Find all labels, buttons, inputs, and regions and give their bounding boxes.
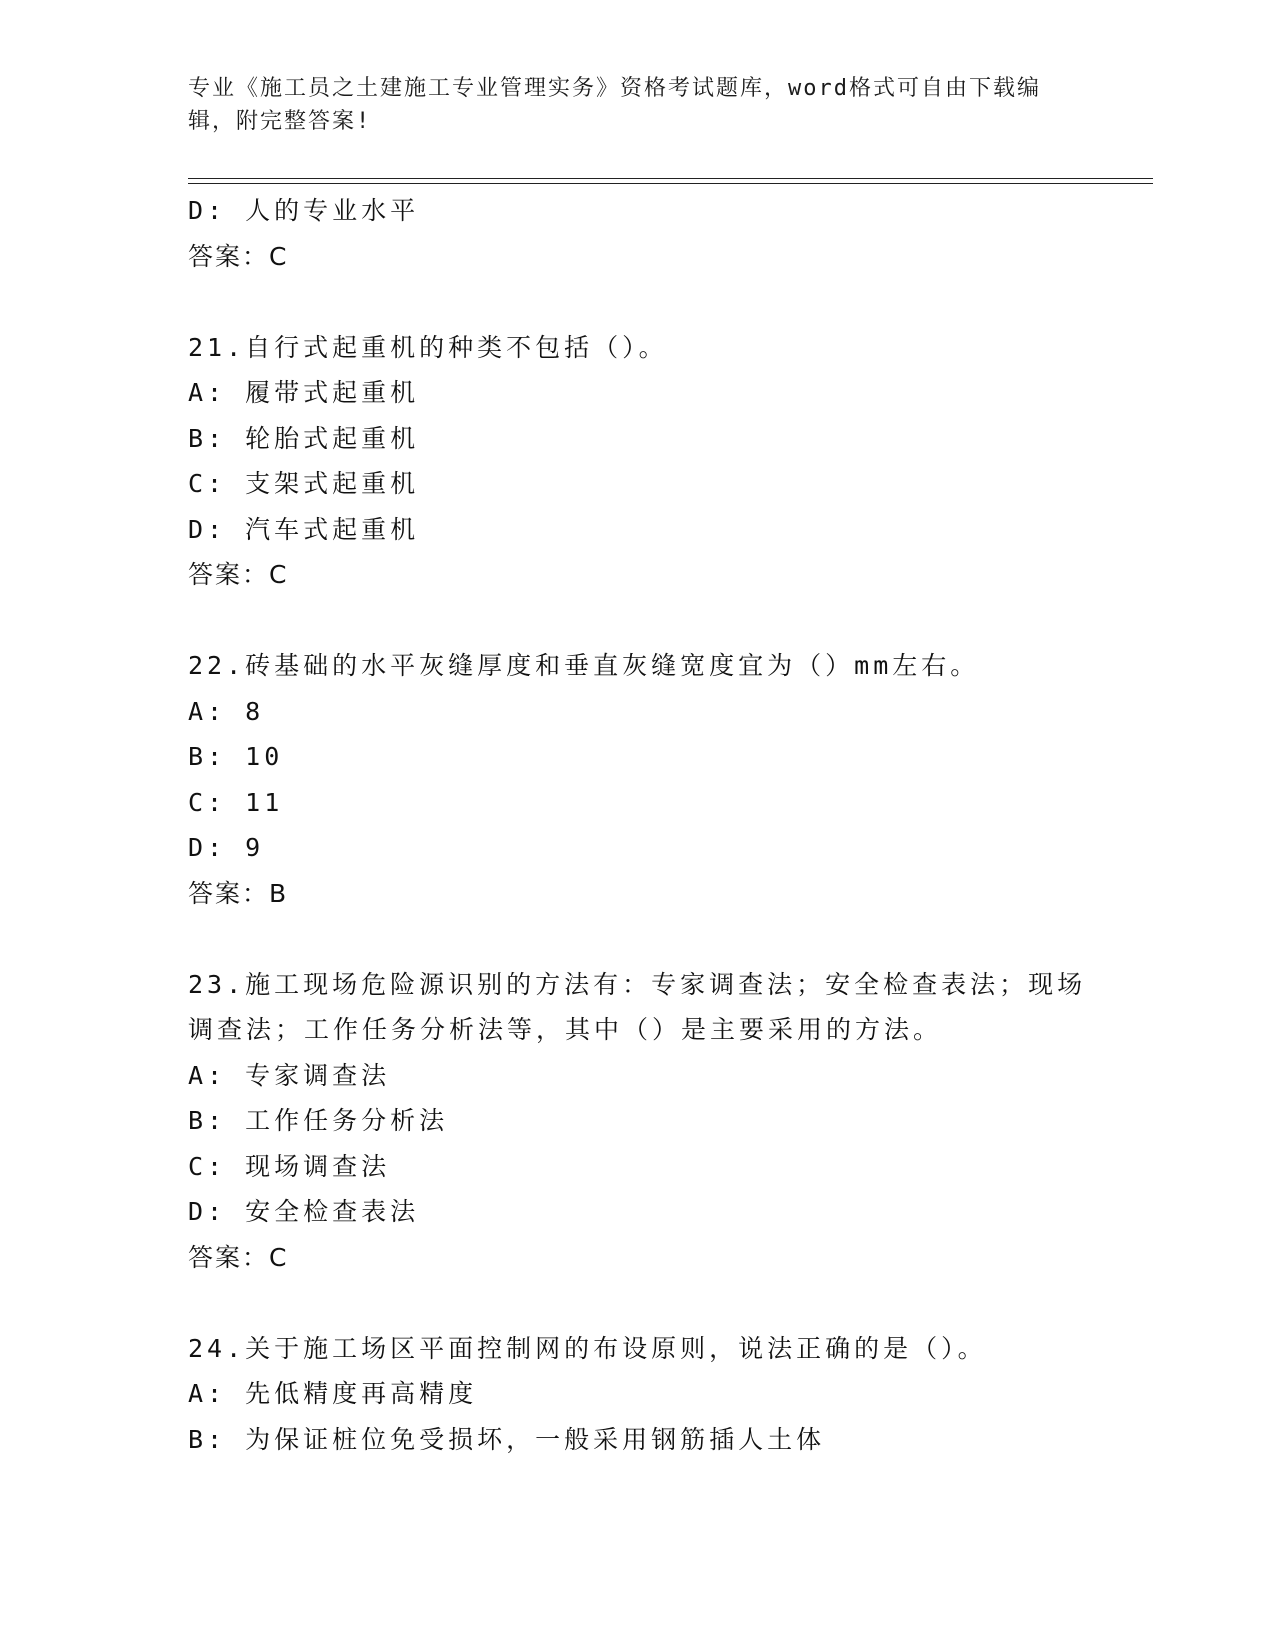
option-a: A: 履带式起重机 xyxy=(188,378,420,407)
option-d: D: 汽车式起重机 xyxy=(188,514,420,544)
option-d: D: 9 xyxy=(188,833,265,862)
answer: 答案：B xyxy=(188,878,289,908)
header-line-1: 专业《施工员之土建施工专业管理实务》资格考试题库，word格式可自由下载编 xyxy=(188,76,1041,101)
option-c: C: 支架式起重机 xyxy=(188,469,420,498)
question-22 xyxy=(188,643,1153,916)
option-c: C: 11 xyxy=(188,787,284,817)
question-list xyxy=(188,188,1153,1462)
question-stem: 24.关于施工场区平面控制网的布设原则，说法正确的是（）。 xyxy=(188,1333,987,1363)
question-fragment xyxy=(188,188,1153,279)
answer: 答案：C xyxy=(188,560,289,589)
option-b: B: 10 xyxy=(188,742,284,771)
answer: 答案：C xyxy=(188,1242,289,1272)
answer: 答案：C xyxy=(188,241,289,271)
option-a: A: 8 xyxy=(188,696,265,726)
page-header xyxy=(188,72,1068,138)
option-d: D: 人的专业水平 xyxy=(188,196,420,225)
question-stem: 22.砖基础的水平灰缝厚度和垂直灰缝宽度宜为（）mm左右。 xyxy=(188,651,980,680)
option-d: D: 安全检查表法 xyxy=(188,1197,420,1226)
question-stem-line-1: 23.施工现场危险源识别的方法有：专家调查法；安全检查表法；现场 xyxy=(188,969,1087,999)
option-b: B: 工作任务分析法 xyxy=(188,1106,449,1135)
option-a: A: 专家调查法 xyxy=(188,1060,391,1090)
option-b: B: 轮胎式起重机 xyxy=(188,423,420,453)
question-stem-line-2: 调查法；工作任务分析法等，其中（）是主要采用的方法。 xyxy=(188,1015,943,1044)
question-stem: 21.自行式起重机的种类不包括（）。 xyxy=(188,332,668,362)
question-23 xyxy=(188,962,1153,1281)
header-rule-bottom xyxy=(188,183,1153,184)
question-24 xyxy=(188,1326,1153,1463)
option-b: B: 为保证桩位免受损坏，一般采用钢筋插人土体 xyxy=(188,1424,826,1454)
question-21 xyxy=(188,325,1153,598)
header-line-2: 辑，附完整答案! xyxy=(188,109,372,134)
header-rule-top xyxy=(188,178,1153,179)
option-c: C: 现场调查法 xyxy=(188,1151,391,1181)
option-a: A: 先低精度再高精度 xyxy=(188,1379,478,1408)
